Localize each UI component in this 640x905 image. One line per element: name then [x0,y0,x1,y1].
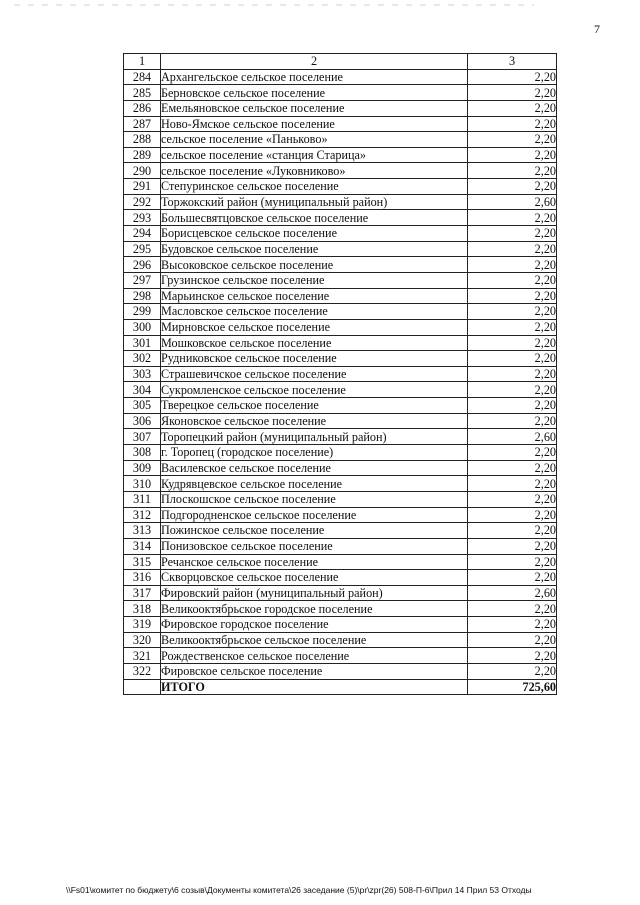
row-value-cell: 2,20 [468,288,557,304]
row-name-cell: Речанское сельское поселение [161,554,468,570]
table-row [124,554,557,570]
table-row [124,179,557,195]
row-value-cell: 2,20 [468,538,557,554]
table-row [124,570,557,586]
row-value-cell: 2,20 [468,351,557,367]
row-number-cell: 316 [124,570,161,586]
row-name-cell: Мошковское сельское поселение [161,335,468,351]
row-name-cell: Фировский район (муниципальный район) [161,585,468,601]
table-header-row [124,54,557,70]
row-name-cell: сельское поселение «Паньково» [161,132,468,148]
table-body [124,69,557,679]
row-number-cell: 292 [124,194,161,210]
row-number-cell: 294 [124,226,161,242]
row-value-cell: 2,60 [468,585,557,601]
row-value-cell: 2,20 [468,226,557,242]
table-row [124,507,557,523]
row-name-cell: Тверецкое сельское поселение [161,398,468,414]
row-value-cell: 2,20 [468,554,557,570]
table-row [124,69,557,85]
row-value-cell: 2,20 [468,179,557,195]
table-row [124,132,557,148]
row-value-cell: 2,20 [468,100,557,116]
table-row [124,85,557,101]
row-name-cell: Торжокский район (муниципальный район) [161,194,468,210]
row-value-cell: 2,20 [468,382,557,398]
row-name-cell: Борисцевское сельское поселение [161,226,468,242]
row-value-cell: 2,20 [468,163,557,179]
row-value-cell: 2,20 [468,210,557,226]
row-name-cell: Мирновское сельское поселение [161,319,468,335]
table-row [124,194,557,210]
row-number-cell: 287 [124,116,161,132]
table-row [124,116,557,132]
row-name-cell: Страшевичское сельское поселение [161,366,468,382]
row-name-cell: Берновское сельское поселение [161,85,468,101]
row-name-cell: Рудниковское сельское поселение [161,351,468,367]
row-value-cell: 2,20 [468,69,557,85]
table-row [124,413,557,429]
row-value-cell: 2,20 [468,445,557,461]
row-name-cell: Емельяновское сельское поселение [161,100,468,116]
table-row [124,241,557,257]
table-row [124,210,557,226]
table-row [124,429,557,445]
row-value-cell: 2,20 [468,476,557,492]
table-row [124,585,557,601]
row-number-cell: 307 [124,429,161,445]
row-number-cell: 293 [124,210,161,226]
row-number-cell: 285 [124,85,161,101]
table-row [124,304,557,320]
row-value-cell: 2,20 [468,147,557,163]
row-number-cell: 304 [124,382,161,398]
row-name-cell: Кудрявцевское сельское поселение [161,476,468,492]
row-value-cell: 2,20 [468,601,557,617]
total-row [124,679,557,695]
table-row [124,272,557,288]
table-row [124,382,557,398]
row-name-cell: Рождественское сельское поселение [161,648,468,664]
row-name-cell: Марьинское сельское поселение [161,288,468,304]
row-value-cell: 2,20 [468,132,557,148]
row-number-cell: 313 [124,523,161,539]
row-value-cell: 2,20 [468,460,557,476]
table-row [124,476,557,492]
row-name-cell: Высоковское сельское поселение [161,257,468,273]
table-row [124,163,557,179]
row-number-cell: 305 [124,398,161,414]
page-number: 7 [594,22,600,36]
row-name-cell: Фировское сельское поселение [161,663,468,679]
row-name-cell: Фировское городское поселение [161,617,468,633]
row-number-cell: 297 [124,272,161,288]
row-value-cell: 2,20 [468,304,557,320]
row-name-cell: Большесвятцовское сельское поселение [161,210,468,226]
data-table [123,53,557,695]
row-name-cell: Понизовское сельское поселение [161,538,468,554]
row-number-cell: 302 [124,351,161,367]
table-row [124,617,557,633]
row-number-cell: 322 [124,663,161,679]
row-number-cell: 310 [124,476,161,492]
row-number-cell: 296 [124,257,161,273]
row-value-cell: 2,20 [468,663,557,679]
row-value-cell: 2,60 [468,429,557,445]
scan-artifact [14,4,534,6]
row-value-cell: 2,20 [468,570,557,586]
table-row [124,398,557,414]
row-number-cell: 308 [124,445,161,461]
table-row [124,663,557,679]
table-row [124,538,557,554]
row-number-cell: 312 [124,507,161,523]
row-number-cell: 317 [124,585,161,601]
row-number-cell: 286 [124,100,161,116]
row-name-cell: Великооктябрьское городское поселение [161,601,468,617]
table-row [124,445,557,461]
row-value-cell: 2,20 [468,319,557,335]
table-row [124,226,557,242]
row-value-cell: 2,60 [468,194,557,210]
total-number-cell [124,679,161,695]
column-header-number: 1 [124,54,161,70]
row-name-cell: Грузинское сельское поселение [161,272,468,288]
column-header-name: 2 [161,54,468,70]
row-value-cell: 2,20 [468,85,557,101]
row-number-cell: 311 [124,491,161,507]
table-row [124,601,557,617]
table-row [124,366,557,382]
row-number-cell: 315 [124,554,161,570]
row-number-cell: 290 [124,163,161,179]
row-value-cell: 2,20 [468,116,557,132]
table-row [124,460,557,476]
total-value-cell: 725,60 [468,679,557,695]
total-label-cell: ИТОГО [161,679,468,695]
table-row [124,648,557,664]
row-name-cell: Плоскошское сельское поселение [161,491,468,507]
row-number-cell: 299 [124,304,161,320]
row-number-cell: 289 [124,147,161,163]
table-row [124,257,557,273]
table-row [124,147,557,163]
table-row [124,335,557,351]
row-name-cell: Торопецкий район (муниципальный район) [161,429,468,445]
row-number-cell: 291 [124,179,161,195]
row-number-cell: 295 [124,241,161,257]
table-row [124,100,557,116]
row-value-cell: 2,20 [468,632,557,648]
row-value-cell: 2,20 [468,507,557,523]
row-number-cell: 303 [124,366,161,382]
row-name-cell: Масловское сельское поселение [161,304,468,320]
row-name-cell: Степуринское сельское поселение [161,179,468,195]
row-number-cell: 319 [124,617,161,633]
row-name-cell: Василевское сельское поселение [161,460,468,476]
row-name-cell: Сукромленское сельское поселение [161,382,468,398]
row-name-cell: Пожинское сельское поселение [161,523,468,539]
row-value-cell: 2,20 [468,241,557,257]
table-row [124,319,557,335]
row-number-cell: 309 [124,460,161,476]
row-name-cell: Скворцовское сельское поселение [161,570,468,586]
row-number-cell: 314 [124,538,161,554]
row-number-cell: 301 [124,335,161,351]
row-value-cell: 2,20 [468,366,557,382]
row-value-cell: 2,20 [468,648,557,664]
row-name-cell: Подгородненское сельское поселение [161,507,468,523]
row-name-cell: Великооктябрьское сельское поселение [161,632,468,648]
column-header-value: 3 [468,54,557,70]
row-name-cell: Архангельское сельское поселение [161,69,468,85]
table-row [124,632,557,648]
row-number-cell: 300 [124,319,161,335]
row-name-cell: Яконовское сельское поселение [161,413,468,429]
row-number-cell: 318 [124,601,161,617]
row-value-cell: 2,20 [468,398,557,414]
row-value-cell: 2,20 [468,491,557,507]
table-row [124,523,557,539]
row-value-cell: 2,20 [468,335,557,351]
row-number-cell: 321 [124,648,161,664]
row-number-cell: 298 [124,288,161,304]
row-number-cell: 320 [124,632,161,648]
row-number-cell: 288 [124,132,161,148]
row-value-cell: 2,20 [468,523,557,539]
row-value-cell: 2,20 [468,617,557,633]
table-row [124,491,557,507]
table-row [124,288,557,304]
row-name-cell: Будовское сельское поселение [161,241,468,257]
table-row [124,351,557,367]
row-number-cell: 306 [124,413,161,429]
row-number-cell: 284 [124,69,161,85]
row-value-cell: 2,20 [468,257,557,273]
row-name-cell: Ново-Ямское сельское поселение [161,116,468,132]
footer-file-path: \\Fs01\комитет по бюджету\6 созыв\Документы комитета\26 заседание (5)\pr\zpr(26) 508-П-6\Прил 14 Прил 53 Отходы [66,885,532,895]
row-name-cell: сельское поселение «станция Старица» [161,147,468,163]
row-value-cell: 2,20 [468,413,557,429]
row-name-cell: сельское поселение «Луковниково» [161,163,468,179]
row-value-cell: 2,20 [468,272,557,288]
row-name-cell: г. Торопец (городское поселение) [161,445,468,461]
